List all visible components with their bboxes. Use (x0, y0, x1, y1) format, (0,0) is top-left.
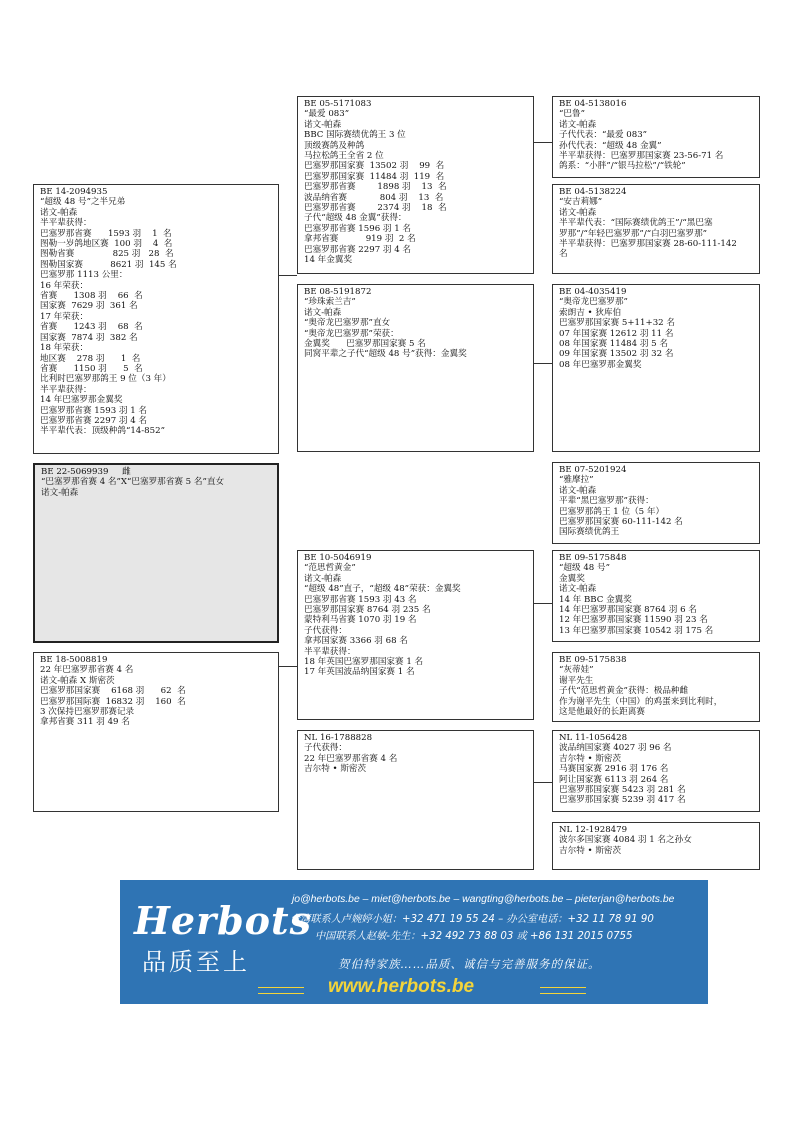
pedigree-line: 09 年国家赛 13502 羽 32 名 (559, 349, 674, 360)
pedigree-line: NL 16-1788828 (304, 733, 373, 743)
pedigree-line: 吉尔特 • 斯密茨 (304, 764, 367, 775)
pedigree-box-12-1928479 (552, 822, 760, 870)
pedigree-line: 半平辈获得： (40, 218, 92, 229)
pedigree-box-09-5175848 (552, 550, 760, 642)
pedigree-line: 这是他最好的长距离赛 (559, 707, 645, 718)
pedigree-line: BE 18-5008819 (40, 655, 108, 665)
pedigree-line: 国家赛 7629 羽 361 名 (40, 301, 138, 312)
pedigree-line: 半平辈获得： (40, 384, 92, 395)
pedigree-line: BE 09-5175838 (559, 655, 627, 665)
pedigree-line: 巴塞罗那国家赛 5239 羽 417 名 (559, 795, 686, 806)
pedigree-line: BE 05-5171083 (304, 99, 372, 109)
pedigree-line: 省赛 1243 羽 68 名 (40, 322, 143, 333)
pedigree-line: BE 09-5175848 (559, 553, 627, 563)
pedigree-line: 诺文-帕森 (559, 207, 597, 218)
banner-emails[interactable]: jo@herbots.be – miet@herbots.be – wangting@herbots.be – pieterjan@herbots.be (292, 894, 675, 905)
pedigree-line: “最爱 083” (304, 109, 350, 120)
pedigree-line: 14 年巴塞罗那国家赛 8764 羽 6 名 (559, 605, 697, 616)
pedigree-line: BE 07-5201924 (559, 465, 627, 475)
pedigree-box-11-1056428 (552, 730, 760, 812)
pedigree-line: 半平辈代表：“国际赛绩优鸽王”/“黑巴塞 (559, 218, 713, 229)
pedigree-line: 子代获得： (304, 625, 347, 636)
pedigree-line: 波品纳国家赛 4027 羽 96 名 (559, 743, 672, 754)
pedigree-line: “超级 48”直子，“超级 48”荣获：金翼奖 (304, 584, 461, 595)
pedigree-line: 平辈“黑巴塞罗那”获得： (559, 496, 654, 507)
pedigree-line: 作为谢平先生（中国）的鸡蛋来到比利时， (559, 696, 723, 707)
pedigree-box-22-5069939-subject (33, 463, 279, 643)
banner-tagline: 贺伯特家族……品质、诚信与完善服务的保证。 (338, 957, 601, 971)
pedigree-line: BE 10-5046919 (304, 553, 372, 563)
pedigree-box-09-5175838 (552, 652, 760, 722)
pedigree-line: 14 年巴塞罗那金翼奖 (40, 395, 123, 406)
herbots-logo: Herbots (134, 898, 312, 943)
pedigree-line: 14 年金翼奖 (304, 255, 353, 266)
pedigree-line: 马拉松鸽王全省 2 位 (304, 151, 384, 162)
pedigree-line: 图勒省赛 825 羽 28 名 (40, 249, 174, 260)
pedigree-box-10-5046919 (297, 550, 534, 720)
pedigree-line: 巴塞罗那国家赛 5+11+32 名 (559, 318, 675, 329)
pedigree-line: 诺文-帕森 (304, 573, 342, 584)
pedigree-line: 孙代代表：“超级 48 金翼” (559, 140, 662, 151)
pedigree-box-16-1788828 (297, 730, 534, 870)
pedigree-box-07-5201924 (552, 462, 760, 544)
pedigree-line: 巴塞罗那省赛 2297 羽 4 名 (40, 415, 148, 426)
pedigree-line: 巴塞罗那鸽王 1 位（5 年） (559, 506, 665, 517)
pedigree-line: 巴塞罗那国家赛 6168 羽 62 名 (40, 686, 186, 697)
pedigree-line: BBC 国际赛绩优鸽王 3 位 (304, 130, 406, 141)
pedigree-line: 巴塞罗那省赛 1593 羽 1 名 (40, 405, 148, 416)
pedigree-line: “超级 48 号” (559, 563, 610, 574)
pedigree-line: BE 04-4035419 (559, 287, 627, 297)
pedigree-line: 巴塞罗那国家赛 5423 羽 281 名 (559, 785, 686, 796)
pedigree-line: 巴塞罗那 1113 公里： (40, 270, 128, 281)
pedigree-line: “雅摩拉” (559, 475, 594, 486)
pedigree-line: 3 次保持巴塞罗那赛记录 (40, 707, 135, 718)
pedigree-line: 图勒一岁鸽地区赛 100 羽 4 名 (40, 239, 173, 250)
pedigree-line: 半平辈代表：顶级种鸽“14-852” (40, 426, 165, 437)
pedigree-line: 诺文-帕森 (304, 307, 342, 318)
pedigree-line: BE 04-5138016 (559, 99, 627, 109)
pedigree-line: 国际赛绩优鸽王 (559, 527, 620, 538)
pedigree-line: 蒙特利马省赛 1070 羽 19 名 (304, 615, 417, 626)
pedigree-line: 14 年 BBC 金翼奖 (559, 594, 632, 605)
pedigree-line: 诺文-帕森 (41, 487, 79, 498)
pedigree-line: 诺文-帕森 (559, 485, 597, 496)
pedigree-line: 巴塞罗那省赛 1593 羽 1 名 (40, 228, 172, 239)
pedigree-line: 地区赛 278 羽 1 名 (40, 353, 141, 364)
pedigree-line: 罗那”/“年轻巴塞罗那”/“白羽巴塞罗那” (559, 228, 708, 239)
pedigree-line: 子代获得： (304, 743, 347, 754)
pedigree-line: 巴塞罗那国家赛 13502 羽 99 名 (304, 161, 445, 172)
pedigree-line: 巴塞罗那省赛 2297 羽 4 名 (304, 244, 412, 255)
banner-phone-taiwan: 台湾联系人卢婉婷小姐：+32 471 19 55 24 – 办公室电话：+32 11 78 91 90 (290, 914, 654, 925)
pedigree-line: 半平辈获得：巴塞罗那国家赛 23-56-71 名 (559, 151, 724, 162)
pedigree-box-18-5008819 (33, 652, 279, 812)
pedigree-line: 16 年荣获： (40, 280, 89, 291)
pedigree-line: 18 年荣获： (40, 343, 89, 354)
pedigree-line: “巴鲁” (559, 109, 585, 120)
pedigree-line: 省赛 1308 羽 66 名 (40, 291, 143, 302)
pedigree-line: 半平辈获得： (304, 646, 356, 657)
pedigree-line: “安吉莉娜” (559, 197, 603, 208)
pedigree-line: “超级 48 号”之半兄弟 (40, 197, 126, 208)
pedigree-line: 18 年英国巴塞罗那国家赛 1 名 (304, 657, 424, 668)
pedigree-line: 省赛 1150 羽 5 名 (40, 363, 143, 374)
pedigree-line: 诺文-帕森 (559, 119, 597, 130)
pedigree-line: 子代代表：“最爱 083” (559, 130, 648, 141)
pedigree-line: 巴塞罗那省赛 1898 羽 13 名 (304, 182, 447, 193)
pedigree-line: “巴塞罗那省赛 4 名”X“巴塞罗那省赛 5 名”直女 (41, 477, 225, 488)
pedigree-line: 诺文-帕森 X 斯密茨 (40, 675, 115, 686)
pedigree-line: “奥帝龙巴塞罗那”直女 (304, 318, 391, 329)
pedigree-box-04-5138016 (552, 96, 760, 178)
pedigree-line: “灰蒂娃” (559, 665, 594, 676)
pedigree-line: 诺文-帕森 (40, 207, 78, 218)
pedigree-line: 比利时巴塞罗那鸽王 9 位（3 年） (40, 374, 171, 385)
pedigree-line: 巴塞罗那省赛 1593 羽 43 名 (304, 594, 417, 605)
divider-right (540, 987, 586, 994)
pedigree-line: 22 年巴塞罗那省赛 4 名 (304, 753, 398, 764)
pedigree-line: 07 年国家赛 12612 羽 11 名 (559, 328, 674, 339)
website-link[interactable]: www.herbots.be (328, 976, 475, 997)
pedigree-line: “范思哲黄金” (304, 563, 356, 574)
pedigree-line: 13 年巴塞罗那国家赛 10542 羽 175 名 (559, 625, 714, 636)
pedigree-line: 金翼奖 巴塞罗那国家赛 5 名 (304, 339, 426, 350)
pedigree-line: 图勒国家赛 8621 羽 145 名 (40, 259, 177, 270)
pedigree-box-08-5191872 (297, 284, 534, 452)
divider-left (258, 987, 304, 994)
pedigree-line: 索朗吉 • 狄库伯 (559, 307, 622, 318)
pedigree-line: 马赛国家赛 2916 羽 176 名 (559, 764, 669, 775)
pedigree-line: “珍珠索兰吉” (304, 297, 356, 308)
pedigree-box-14-2094935 (33, 184, 279, 454)
pedigree-line: 阿让国家赛 6113 羽 264 名 (559, 774, 669, 785)
pedigree-line: 拿邦国家赛 3366 羽 68 名 (304, 636, 408, 647)
pedigree-line: 拿邦省赛 919 羽 2 名 (304, 234, 416, 245)
pedigree-line: 鸽系：“小胖”/“银马拉松”/“铁轮” (559, 161, 686, 172)
pedigree-line: 诺文-帕森 (559, 584, 597, 595)
pedigree-line: 名 (559, 249, 568, 260)
pedigree-box-04-5138224 (552, 184, 760, 274)
pedigree-line: “奥帝龙巴塞罗那” (559, 297, 628, 308)
pedigree-line: 吉尔特 • 斯密茨 (559, 753, 622, 764)
pedigree-line: 17 年英国波品纳国家赛 1 名 (304, 667, 415, 678)
pedigree-line: 诺文-帕森 (304, 119, 342, 130)
pedigree-line: 子代“范思哲黄金”获得：极品种雌 (559, 686, 689, 697)
pedigree-line: 波品纳省赛 804 羽 13 名 (304, 192, 444, 203)
pedigree-line: 顶级赛鸽及种鸽 (304, 140, 365, 151)
banner-slogan: 品质至上 (142, 948, 250, 976)
pedigree-line: 子代“超级 48 金翼”获得： (304, 213, 407, 224)
herbots-contact-banner (120, 880, 708, 1004)
pedigree-line: “奥帝龙巴塞罗那”荣获： (304, 328, 399, 339)
pedigree-line: 巴塞罗那国家赛 8764 羽 235 名 (304, 605, 431, 616)
pedigree-line: 国家赛 7874 羽 382 名 (40, 332, 138, 343)
pedigree-line: 巴塞罗那国际赛 16832 羽 160 名 (40, 696, 186, 707)
pedigree-line: 12 年巴塞罗那国家赛 11590 羽 23 名 (559, 615, 708, 626)
pedigree-line: 同窝平辈之子代“超级 48 号”获得：金翼奖 (304, 349, 467, 360)
pedigree-line: NL 12-1928479 (559, 825, 628, 835)
pedigree-box-04-4035419 (552, 284, 760, 452)
pedigree-line: 巴塞罗那国家赛 60-111-142 名 (559, 517, 683, 528)
pedigree-line: 金翼奖 (559, 573, 585, 584)
pedigree-line: 吉尔特 • 斯密茨 (559, 845, 622, 856)
pedigree-line: BE 22-5069939 雌 (41, 467, 131, 477)
pedigree-line: 08 年巴塞罗那金翼奖 (559, 359, 642, 370)
pedigree-line: 17 年荣获： (40, 311, 89, 322)
pedigree-line: BE 08-5191872 (304, 287, 372, 297)
pedigree-line: 22 年巴塞罗那省赛 4 名 (40, 665, 134, 676)
pedigree-line: 波尔多国家赛 4084 羽 1 名之孙女 (559, 835, 692, 846)
pedigree-line: NL 11-1056428 (559, 733, 628, 743)
pedigree-line: 巴塞罗那省赛 1596 羽 1 名 (304, 223, 412, 234)
pedigree-line: 半平辈获得：巴塞罗那国家赛 28-60-111-142 (559, 239, 737, 250)
pedigree-line: 拿邦省赛 311 羽 49 名 (40, 717, 130, 728)
banner-phone-china: 中国联系人赵敏-先生：+32 492 73 88 03 或 +86 131 2015 0755 (315, 931, 633, 942)
pedigree-box-05-5171083 (297, 96, 534, 274)
pedigree-line: 巴塞罗那国家赛 11484 羽 119 名 (304, 171, 445, 182)
pedigree-line: 08 年国家赛 11484 羽 5 名 (559, 339, 668, 350)
pedigree-line: 谢平先生 (559, 675, 594, 686)
pedigree-line: BE 14-2094935 (40, 187, 108, 197)
pedigree-line: 巴塞罗那省赛 2374 羽 18 名 (304, 203, 447, 214)
pedigree-line: BE 04-5138224 (559, 187, 627, 197)
